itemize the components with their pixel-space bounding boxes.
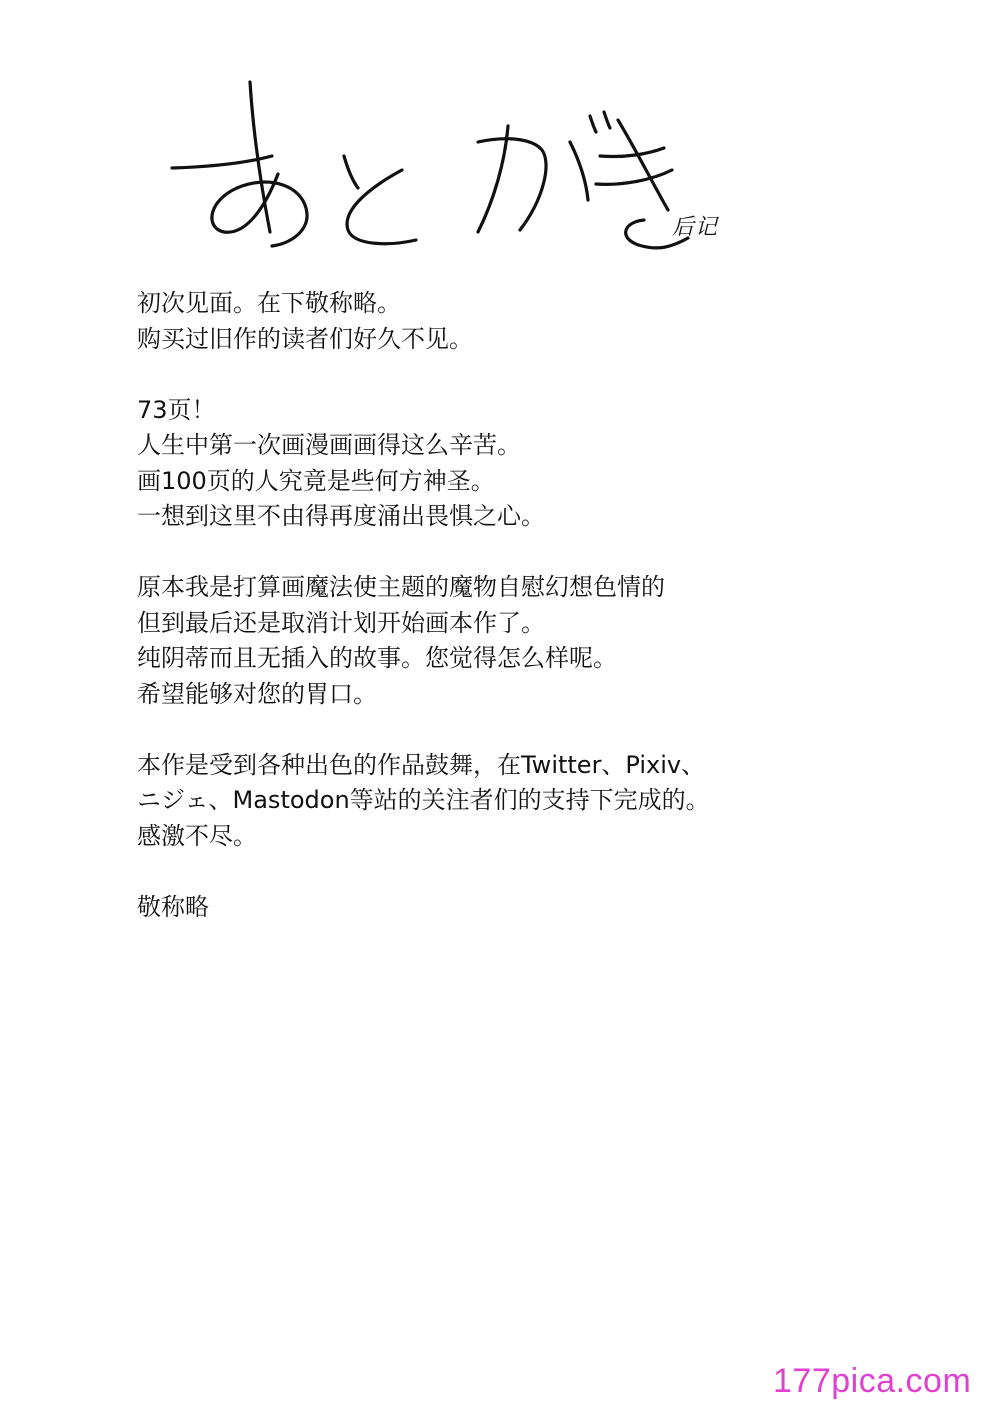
- afterword-body: [137, 286, 897, 961]
- text-line: 画100页的人究竟是些何方神圣。: [137, 466, 495, 495]
- paragraph: [137, 393, 897, 535]
- text-line: 购买过旧作的读者们好久不见。: [137, 324, 473, 353]
- to-stroke-2: [347, 170, 416, 244]
- text-line: 初次见面。在下敬称略。: [137, 289, 401, 317]
- paragraph: [137, 748, 897, 855]
- text-line: 希望能够对您的胃口。: [137, 679, 377, 708]
- paragraph: [137, 286, 897, 357]
- watermark: 177pica.com: [773, 1362, 972, 1400]
- text-line: 73页！: [137, 395, 216, 424]
- text-line: 原本我是打算画魔法使主题的魔物自慰幻想色情的: [137, 573, 665, 601]
- handwritten-title: [160, 70, 760, 260]
- text-line: 人生中第一次画漫画画得这么辛苦。: [137, 431, 521, 459]
- ga-dakuten-2: [604, 112, 610, 128]
- text-line: 一想到这里不由得再度涌出畏惧之心。: [137, 502, 545, 530]
- text-line: 本作是受到各种出色的作品鼓舞，在Twitter、Pixiv、: [137, 750, 706, 779]
- ki-stroke-1: [600, 148, 664, 157]
- ki-stroke-3: [618, 120, 668, 210]
- to-stroke-1: [344, 156, 358, 188]
- ga-dakuten-1: [590, 116, 596, 132]
- text-line: 感激不尽。: [137, 821, 257, 850]
- a-stroke-3: [212, 174, 307, 246]
- handwritten-title-drawing: [160, 70, 760, 260]
- text-line: 敬称略: [137, 892, 209, 921]
- text-line: 但到最后还是取消计划开始画本作了。: [137, 608, 545, 637]
- ga-stroke-1: [478, 139, 546, 230]
- ki-stroke-2: [596, 170, 672, 184]
- ga-stroke-3: [570, 142, 588, 200]
- text-line: ニジェ、Mastodon等站的关注者们的支持下完成的。: [137, 786, 710, 814]
- paragraph: [137, 890, 897, 926]
- subtitle: 后记: [672, 215, 719, 240]
- text-line: 纯阴蒂而且无插入的故事。您觉得怎么样呢。: [137, 644, 617, 672]
- paragraph: [137, 570, 897, 712]
